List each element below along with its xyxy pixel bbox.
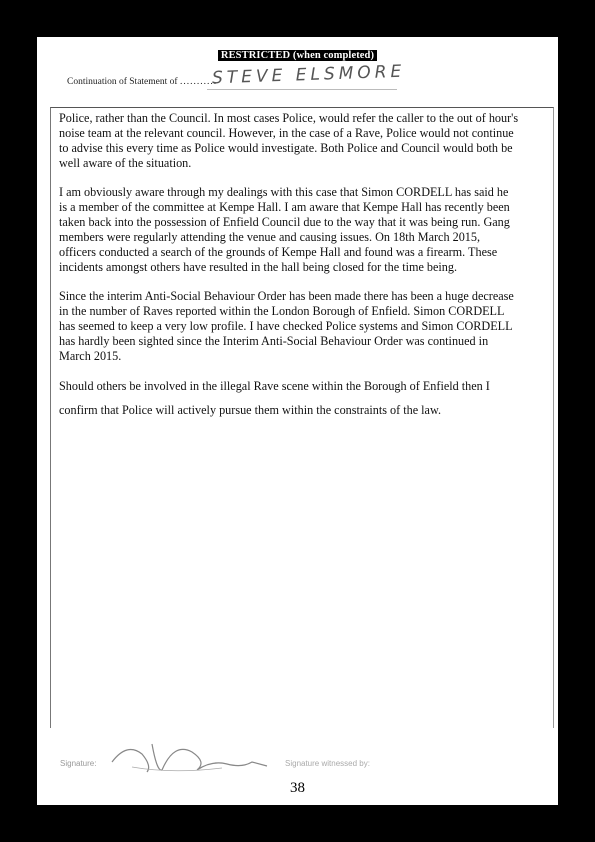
continuation-dots: ........... bbox=[179, 77, 218, 87]
statement-body bbox=[59, 111, 519, 436]
statement-page bbox=[37, 37, 558, 805]
witness-label: Signature witnessed by: bbox=[285, 759, 370, 768]
continuation-label: Continuation of Statement of bbox=[67, 77, 178, 87]
restricted-label: RESTRICTED (when completed) bbox=[218, 50, 377, 61]
paragraph-4: Should others be involved in the illegal Rave scene within the Borough of Enfield then I confirm that Police will actively pursue them within the constraints of the law. bbox=[59, 379, 490, 417]
paragraph-2: I am obviously aware through my dealings with this case that Simon CORDELL has said he is a member of the committee at Kempe Hall. I am aware that Kempe Hall has recently been taken back into the possession of Enfield Council due to the way that it was being run. Gang members were regularly attending the venue and causing issues. On 18th March 2015, officers conducted a search of the grounds of Kempe Hall and found was a firearm. These incidents amongst others have resulted in the hall being closed for the time being. bbox=[59, 185, 510, 274]
restricted-banner bbox=[37, 45, 558, 63]
continuation-row bbox=[67, 77, 217, 87]
signature-scribble bbox=[102, 732, 272, 777]
signature-label: Signature: bbox=[60, 759, 97, 768]
page-number: 38 bbox=[290, 780, 305, 796]
paragraph-1: Police, rather than the Council. In most cases Police, would refer the caller to the out of hour's noise team at the relevant council. However, in the case of a Rave, Police would not continue to advise this every time as Police would investigate. Both Police and Council would both be well aware of the situation. bbox=[59, 111, 519, 170]
paragraph-3: Since the interim Anti-Social Behaviour Order has been made there has been a huge decrease in the number of Raves reported within the London Borough of Enfield. Simon CORDELL has seemed to keep a very low profile. I have checked Police systems and Simon CORDELL has hardly been sighted since the Interim Anti-Social Behaviour Order was continued in March 2015. bbox=[59, 289, 514, 363]
name-underline bbox=[207, 89, 397, 90]
handwritten-name: STEVE ELSMORE bbox=[211, 61, 406, 89]
